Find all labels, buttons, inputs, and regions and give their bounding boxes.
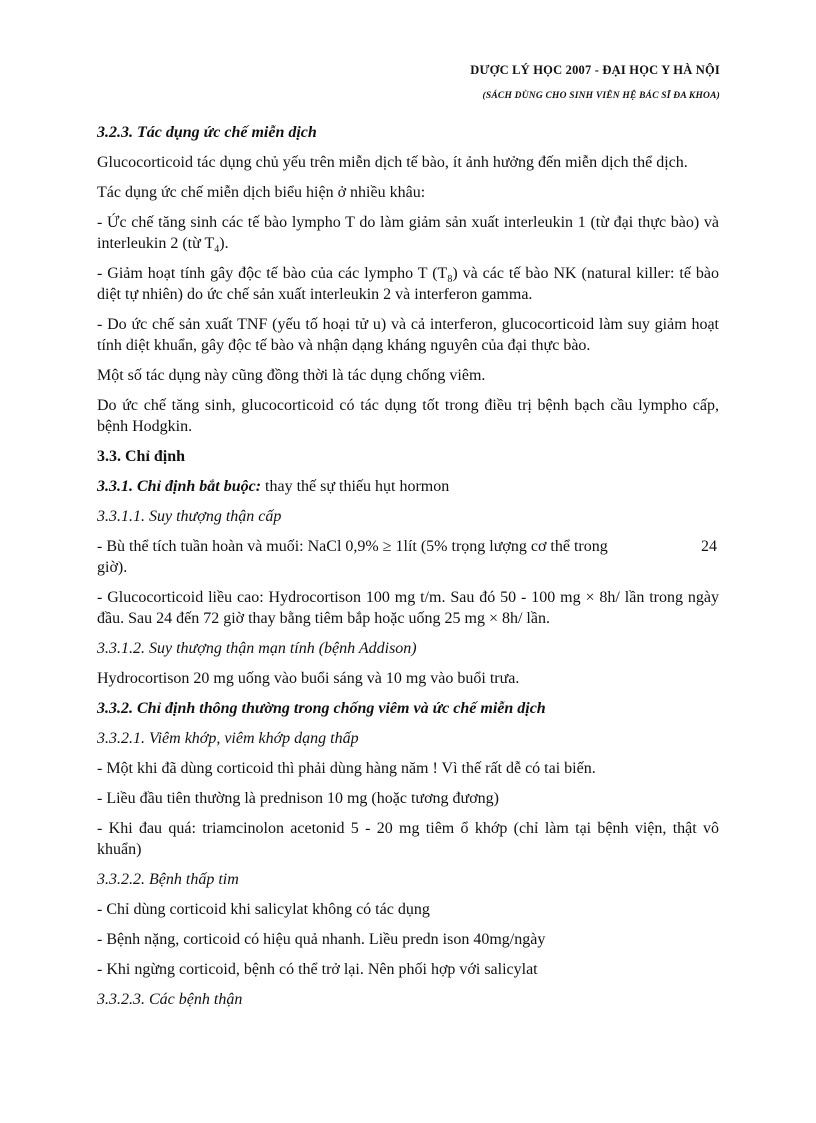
paragraph: - Liều đầu tiên thường là prednison 10 mg (hoặc tương đương) [97,790,499,807]
page-body [97,122,719,1019]
subsection-heading-3-3-1-1: 3.3.1.1. Suy thượng thận cấp [97,508,282,525]
subsection-heading-3-3-2-2: 3.3.2.2. Bệnh thấp tim [97,871,239,888]
text-line [97,536,719,557]
paragraph: - Glucocorticoid liều cao: Hydrocortison 100 mg t/m. Sau đó 50 - 100 mg × 8h/ lần trong ngày đầu. Sau 24 đến 72 giờ thay bằng tiêm bắp hoặc uống 25 mg × 8h/ lần. [97,589,719,627]
paragraph: - Khi đau quá: triamcinolon acetonid 5 - 20 mg tiêm ổ khớp (chỉ làm tại bệnh viện, thật vô khuẩn) [97,820,719,858]
text-run: ). [219,235,229,252]
subsection-heading-3-3-1-2: 3.3.1.2. Suy thượng thận mạn tính (bệnh Addison) [97,640,417,657]
paragraph: Một số tác dụng này cũng đồng thời là tác dụng chống viêm. [97,367,486,384]
paragraph: - Do ức chế sản xuất TNF (yếu tố hoại tử u) và cả interferon, glucocorticoid làm suy giảm hoạt tính diệt khuẩn, gây độc tế bào và nhận dạng kháng nguyên của đại thực bào. [97,316,719,354]
running-header-title: DƯỢC LÝ HỌC 2007 - ĐẠI HỌC Y HÀ NỘI [470,63,720,77]
section-heading-3-2-3: 3.2.3. Tác dụng ức chế miễn dịch [97,124,317,141]
subsection-heading-3-3-2: 3.3.2. Chỉ định thông thường trong chống viêm và ức chế miễn dịch [97,700,546,717]
subsection-heading-3-3-2-1: 3.3.2.1. Viêm khớp, viêm khớp dạng thấp [97,730,359,747]
paragraph [97,263,719,305]
paragraph: Do ức chế tăng sinh, glucocorticoid có tác dụng tốt trong điều trị bệnh bạch cầu lympho cấp, bệnh Hodgkin. [97,397,719,435]
text-run: giờ). [97,559,128,576]
text-run: thay thế sự thiếu hụt hormon [261,478,450,495]
subscript: 4 [214,244,220,256]
subscript: 8 [447,274,453,286]
paragraph: Hydrocortison 20 mg uống vào buổi sáng và 10 mg vào buổi trưa. [97,670,520,687]
paragraph: Tác dụng ức chế miễn dịch biểu hiện ở nhiều khâu: [97,184,426,201]
subsection-heading-3-3-2-3: 3.3.2.3. Các bệnh thận [97,991,243,1008]
subsection-3-3-1 [97,476,719,497]
paragraph: - Bệnh nặng, corticoid có hiệu quả nhanh. Liều predn ison 40mg/ngày [97,931,546,948]
text-run: - Ức chế tăng sinh các tế bào lympho T do làm giảm sản xuất interleukin 1 (từ đại thực bào) và interleukin 2 (từ T [97,214,719,252]
subsection-heading-3-3-1: 3.3.1. Chỉ định bắt buộc: [97,478,262,495]
paragraph: - Khi ngừng corticoid, bệnh có thể trở lại. Nên phối hợp với salicylat [97,961,538,978]
paragraph: - Một khi đã dùng corticoid thì phải dùng hàng năm ! Vì thế rất dễ có tai biến. [97,760,596,777]
text-run: ) và các tế bào NK (natural killer: tế bào diệt tự nhiên) do ức chế sản xuất interleukin 2 và interferon gamma. [97,265,719,303]
text-run: - Giảm hoạt tính gây độc tế bào của các lympho T (T [97,265,448,282]
text-run: - Bù thể tích tuần hoàn và muối: NaCl 0,9% ≥ 1lít (5% trọng lượng cơ thể trong [97,538,608,555]
text-run: 24 [701,538,717,555]
paragraph [97,212,719,254]
running-header-subtitle: (SÁCH DÙNG CHO SINH VIÊN HỆ BÁC SĨ ĐA KHOA) [482,91,720,101]
section-heading-3-3: 3.3. Chỉ định [97,448,186,465]
paragraph [97,536,719,578]
paragraph: - Chỉ dùng corticoid khi salicylat không có tác dụng [97,901,430,918]
paragraph: Glucocorticoid tác dụng chủ yếu trên miễn dịch tế bào, ít ảnh hưởng đến miễn dịch thể dịch. [97,154,688,171]
